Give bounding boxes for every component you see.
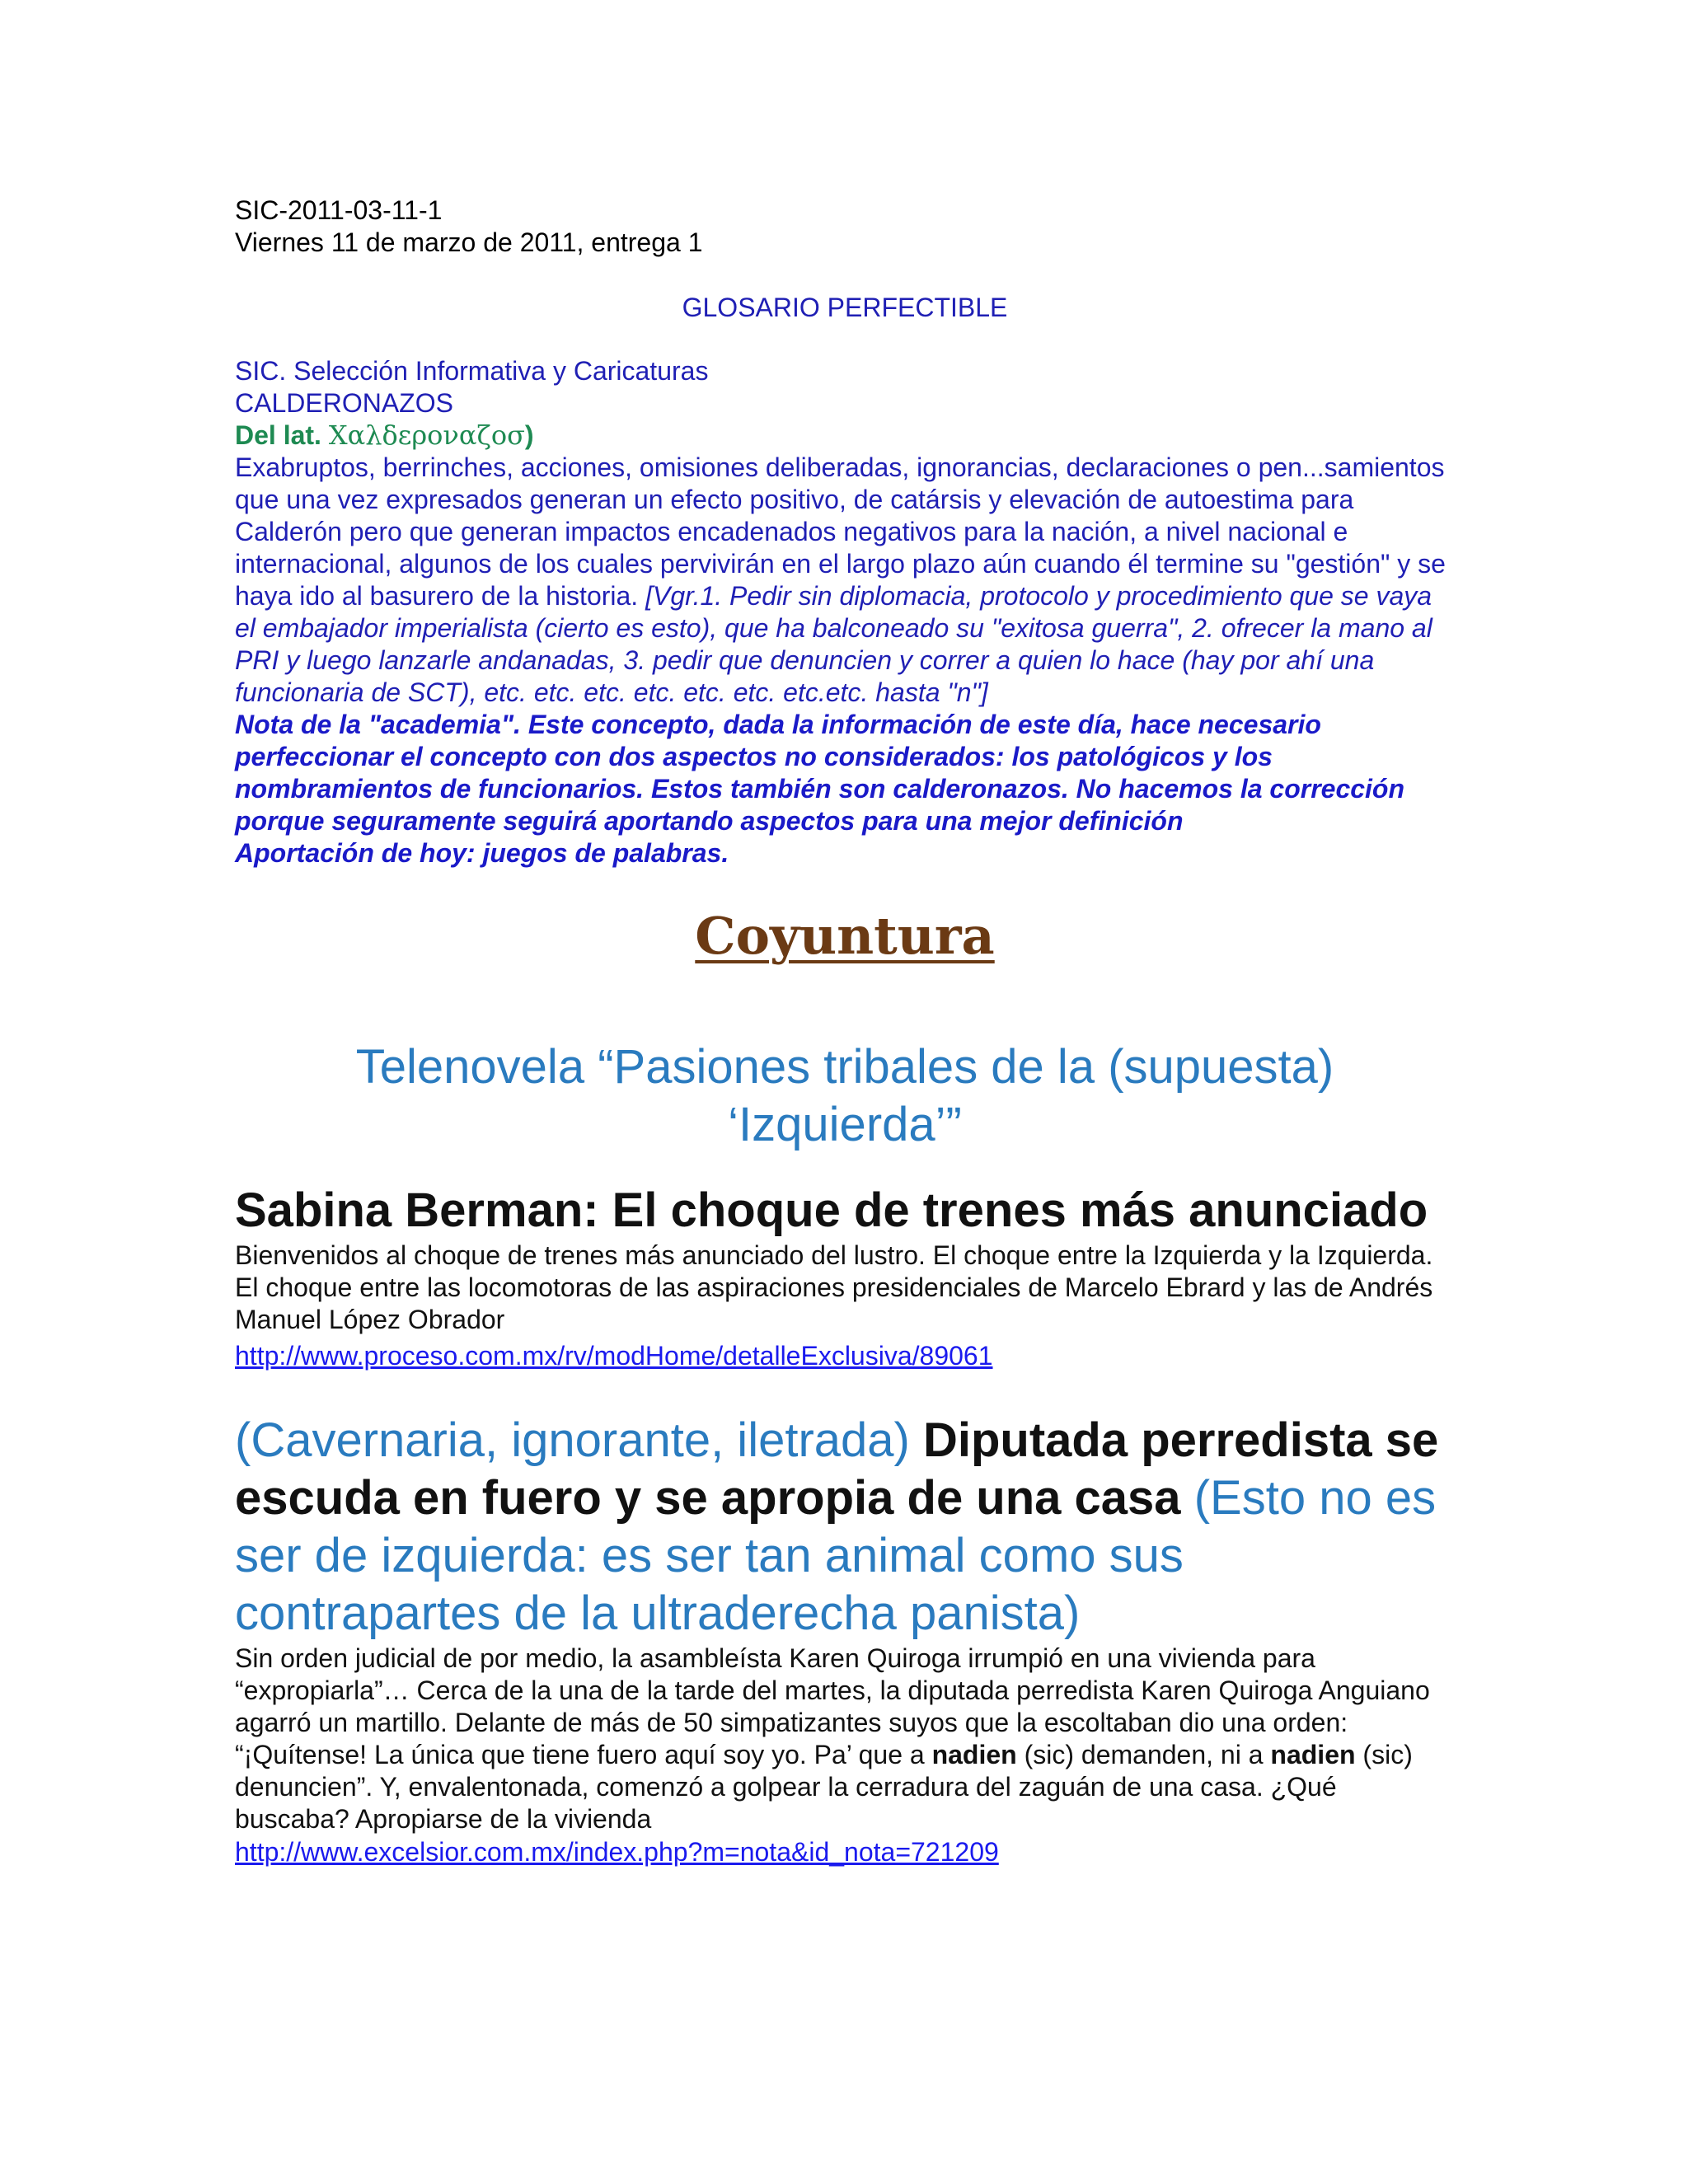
aportacion-note: Aportación de hoy: juegos de palabras. bbox=[235, 838, 729, 868]
etymology-close: ) bbox=[524, 420, 534, 450]
sic-title: SIC. Selección Informativa y Caricaturas bbox=[235, 356, 709, 386]
academia-note: Nota de la "academia". Este concepto, dada la información de este día, hace necesario perfeccionar el concepto con dos aspectos no considerados: los patológicos y los nombramientos de funcionarios. Estos también son calderonazos. No hacemos la corrección porque seguramente seguirá aportando aspectos para una mejor definición bbox=[235, 710, 1405, 836]
article2-bold-2: nadien bbox=[1270, 1740, 1356, 1769]
document-page bbox=[235, 194, 1455, 1868]
glosario-heading: GLOSARIO PERFECTIBLE bbox=[682, 293, 1008, 322]
article1-link[interactable]: http://www.proceso.com.mx/rv/modHome/detalleExclusiva/89061 bbox=[235, 1341, 993, 1371]
etymology-greek: Χαλδερoναζoσ bbox=[328, 419, 525, 451]
article2-headline bbox=[235, 1412, 1455, 1643]
document-date: Viernes 11 de marzo de 2011, entrega 1 bbox=[235, 227, 703, 257]
definition-text: Exabruptos, berrinches, acciones, omisiones deliberadas, ignorancias, declaraciones o pen...samientos que una vez expresados generan un efecto positivo, de catársis y elevación de autoestima para Calderón pero que generan impactos encadenados negativos para la nación, a nivel nacional e internacional, algunos de los cuales pervivirán en el largo plazo aún cuando él termine su "gestión" y se haya ido al basurero de la historia. bbox=[235, 452, 1446, 611]
section-title: Coyuntura bbox=[695, 906, 995, 966]
article2-link[interactable]: http://www.excelsior.com.mx/index.php?m=nota&id_nota=721209 bbox=[235, 1837, 999, 1867]
article2-suffix: (Esto no es ser de izquierda: es ser tan animal como sus contrapartes de la ultraderecha panista) bbox=[235, 1471, 1437, 1640]
glossary-definition bbox=[235, 452, 1455, 709]
etymology-label: Del lat. bbox=[235, 420, 321, 450]
article1-headline: Sabina Berman: El choque de trenes más anunciado bbox=[235, 1183, 1428, 1237]
article1-body: Bienvenidos al choque de trenes más anunciado del lustro. El choque entre la Izquierda y la Izquierda. El choque entre las locomotoras de las aspiraciones presidenciales de Marcelo Ebrard y las de Andrés Manuel López Obrador bbox=[235, 1240, 1433, 1334]
definition-examples: [Vgr.1. Pedir sin diplomacia, protocolo y procedimiento que se vaya el embajador imperialista (cierto es esto), que ha balconeado su "exitosa guerra", 2. ofrecer la mano al PRI y luego lanzarle andanadas, 3. pedir que denuncien y correr a quien lo hace (hay por ahí una funcionaria de SCT), etc. etc. etc. etc. etc. etc. etc.etc. hasta "n"] bbox=[235, 581, 1432, 707]
article2-body-3: (sic) denuncien”. Y, envalentonada, comenzó a golpear la cerradura del zaguán de una casa. ¿Qué buscaba? Apropiarse de la vivienda bbox=[235, 1740, 1413, 1834]
document-code: SIC-2011-03-11-1 bbox=[235, 195, 443, 225]
article2-bold-1: nadien bbox=[931, 1740, 1017, 1769]
article2-body bbox=[235, 1643, 1455, 1835]
section-subtitle: Telenovela “Pasiones tribales de la (supuesta) ‘Izquierda’” bbox=[355, 1040, 1334, 1151]
article2-prefix: (Cavernaria, ignorante, iletrada) bbox=[235, 1413, 910, 1467]
article2-body-2: (sic) demanden, ni a bbox=[1024, 1740, 1264, 1769]
article2-body-1: Sin orden judicial de por medio, la asambleísta Karen Quiroga irrumpió en una vivienda para “expropiarla”… Cerca de la una de la tarde del martes, la diputada perredista Karen Quiroga Anguiano agarró un martillo. Delante de más de 50 simpatizantes suyos que la escoltaban dio una orden: “¡Quítense! La única que tiene fuero aquí soy yo. Pa’ que a bbox=[235, 1643, 1430, 1769]
etymology bbox=[235, 419, 1455, 452]
article2-title: Diputada perredista se escuda en fuero y se apropia de una casa bbox=[235, 1413, 1439, 1525]
glossary-term: CALDERONAZOS bbox=[235, 388, 453, 418]
section-title-wrap bbox=[235, 906, 1455, 966]
